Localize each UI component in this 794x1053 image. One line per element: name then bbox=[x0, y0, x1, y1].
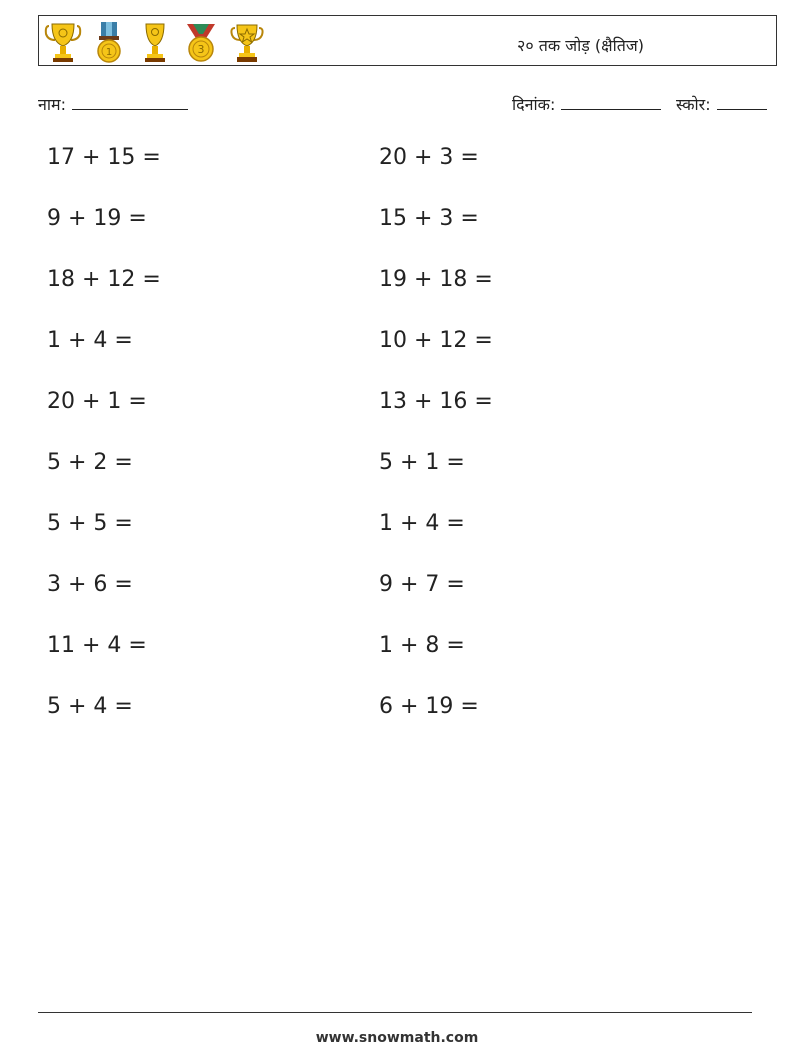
trophy-star-icon bbox=[227, 20, 267, 64]
problem-left-2: 9 + 19 = bbox=[47, 206, 147, 231]
svg-text:1: 1 bbox=[105, 47, 113, 58]
score-field bbox=[676, 93, 767, 115]
date-line bbox=[561, 93, 661, 110]
problem-left-4: 1 + 4 = bbox=[47, 328, 133, 353]
problem-right-5: 13 + 16 = bbox=[379, 389, 493, 414]
problem-left-8: 3 + 6 = bbox=[47, 572, 133, 597]
medal-3-icon bbox=[181, 20, 221, 64]
trophy-icon bbox=[43, 20, 83, 64]
header-icons bbox=[43, 20, 267, 64]
problem-right-10: 6 + 19 = bbox=[379, 694, 479, 719]
problem-right-2: 15 + 3 = bbox=[379, 206, 479, 231]
medal-1-icon bbox=[89, 20, 129, 64]
problem-right-4: 10 + 12 = bbox=[379, 328, 493, 353]
name-line bbox=[72, 93, 188, 110]
score-label: स्कोर: bbox=[676, 95, 711, 114]
problem-left-3: 18 + 12 = bbox=[47, 267, 161, 292]
name-label: नाम: bbox=[38, 95, 66, 114]
problem-right-9: 1 + 8 = bbox=[379, 633, 465, 658]
problem-left-9: 11 + 4 = bbox=[47, 633, 147, 658]
problem-left-5: 20 + 1 = bbox=[47, 389, 147, 414]
footer-divider bbox=[38, 1012, 752, 1013]
trophy-cup-icon bbox=[135, 20, 175, 64]
score-line bbox=[717, 93, 767, 110]
problem-left-6: 5 + 2 = bbox=[47, 450, 133, 475]
problem-left-10: 5 + 4 = bbox=[47, 694, 133, 719]
problem-right-7: 1 + 4 = bbox=[379, 511, 465, 536]
date-label: दिनांक: bbox=[512, 95, 556, 114]
problem-left-7: 5 + 5 = bbox=[47, 511, 133, 536]
svg-text:3: 3 bbox=[197, 43, 205, 56]
worksheet-header bbox=[38, 15, 777, 66]
problem-right-6: 5 + 1 = bbox=[379, 450, 465, 475]
problem-right-3: 19 + 18 = bbox=[379, 267, 493, 292]
date-field bbox=[512, 93, 661, 115]
problem-right-8: 9 + 7 = bbox=[379, 572, 465, 597]
worksheet-title: २० तक जोड़ (क्षैतिज) bbox=[517, 36, 644, 55]
footer-url: www.snowmath.com bbox=[315, 1030, 479, 1046]
problem-left-1: 17 + 15 = bbox=[47, 145, 161, 170]
name-field bbox=[38, 93, 188, 115]
problem-right-1: 20 + 3 = bbox=[379, 145, 479, 170]
